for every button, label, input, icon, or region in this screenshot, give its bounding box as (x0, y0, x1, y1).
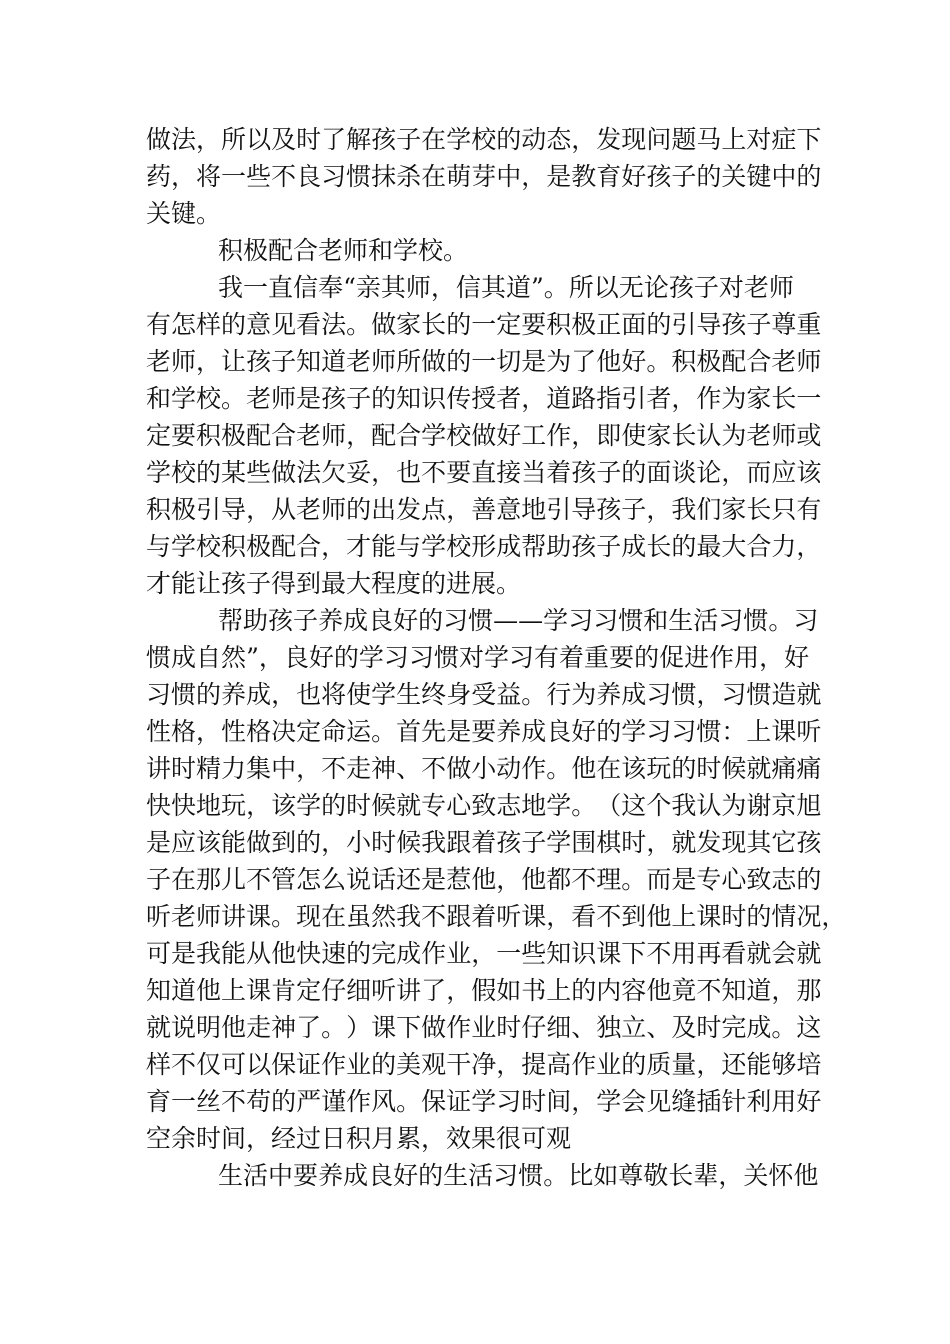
text-line: 可 是 我 能 从 他 快 速 的 完 成 作 业 ， 一 些 知 识 课 下 不 用 再 看 就 会 就 (146, 939, 822, 968)
text-line: 学 校 的 某 些 做 法 欠 妥 ， 也 不 要 直 接 当 着 孩 子 的 面 谈 论 ， 而 应 该 (146, 458, 822, 487)
text-line: 和 学 校 。 老 师 是 孩 子 的 知 识 传 授 者 ， 道 路 指 引 者 ， 作 为 家 长 一 (146, 384, 822, 413)
text-line: 听 老 师 讲 课 。 现 在 虽 然 我 不 跟 着 听 课 ， 看 不 到 他 上 课 时 的 情 况 ， (146, 902, 847, 931)
text-line: 知 道 他 上 课 肯 定 仔 细 听 讲 了 ， 假 如 书 上 的 内 容 他 竟 不 知 道 ， 那 (146, 976, 822, 1005)
text-line: 与 学 校 积 极 配 合 ， 才 能 与 学 校 形 成 帮 助 孩 子 成 长 的 最 大 合 力 ， (146, 532, 822, 561)
paragraph-first-line: 我 一 直 信 奉 “ 亲 其 师 ， 信 其 道 ” 。 所 以 无 论 孩 子 对 老 师 (218, 273, 794, 302)
paragraph-first-line: 生 活 中 要 养 成 良 好 的 生 活 习 惯 。 比 如 尊 敬 长 辈 ， 关 怀 他 (218, 1161, 819, 1190)
text-line: 是 应 该 能 做 到 的 ， 小 时 候 我 跟 着 孩 子 学 围 棋 时 ， 就 发 现 其 它 孩 (146, 828, 822, 857)
text-line: 老 师 ， 让 孩 子 知 道 老 师 所 做 的 一 切 是 为 了 他 好 。 积 极 配 合 老 师 (146, 347, 822, 376)
text-line: 关键。 (146, 199, 222, 228)
text-line: 子 在 那 儿 不 管 怎 么 说 话 还 是 惹 他 ， 他 都 不 理 。 而 是 专 心 致 志 的 (146, 865, 822, 894)
text-line: 做 法 ， 所 以 及 时 了 解 孩 子 在 学 校 的 动 态 ， 发 现 问 题 马 上 对 症 下 (146, 125, 822, 154)
text-line: 有 怎 样 的 意 见 看 法 。 做 家 长 的 一 定 要 积 极 正 面 的 引 导 孩 子 尊 重 (146, 310, 822, 339)
text-line: 样 不 仅 可 以 保 证 作 业 的 美 观 干 净 ， 提 高 作 业 的 质 量 ， 还 能 够 培 (146, 1050, 822, 1079)
text-line: 定 要 积 极 配 合 老 师 ， 配 合 学 校 做 好 工 作 ， 即 使 家 长 认 为 老 师 或 (146, 421, 822, 450)
text-line: 空余时间，经过日积月累，效果很可观 (146, 1124, 572, 1153)
paragraph-first-line: 帮 助 孩 子 养 成 良 好 的 习 惯 — — 学 习 习 惯 和 生 活 习 惯 。 习 (218, 606, 819, 635)
text-line: 就 说 明 他 走 神 了 。 ） 课 下 做 作 业 时 仔 细 、 独 立 、 及 时 完 成 。 这 (146, 1013, 822, 1042)
text-line: 惯 成 自 然 ” ， 良 好 的 学 习 习 惯 对 学 习 有 着 重 要 的 促 进 作 用 ， 好 (146, 643, 810, 672)
text-line: 讲 时 精 力 集 中 ， 不 走 神 、 不 做 小 动 作 。 他 在 该 玩 的 时 候 就 痛 痛 (146, 754, 822, 783)
text-line: 才能让孩子得到最大程度的进展。 (146, 569, 522, 598)
text-line: 药 ， 将 一 些 不 良 习 惯 抹 杀 在 萌 芽 中 ， 是 教 育 好 孩 子 的 关 键 中 的 (146, 162, 822, 191)
document-body (146, 121, 847, 1194)
text-line: 性 格 ， 性 格 决 定 命 运 。 首 先 是 要 养 成 良 好 的 学 习 习 惯 ： 上 课 听 (146, 717, 822, 746)
section-heading: 积极配合老师和学校。 (218, 236, 469, 265)
text-line: 积 极 引 导 ， 从 老 师 的 出 发 点 ， 善 意 地 引 导 孩 子 ， 我 们 家 长 只 有 (146, 495, 822, 524)
text-line: 育 一 丝 不 苟 的 严 谨 作 风 。 保 证 学 习 时 间 ， 学 会 见 缝 插 针 利 用 好 (146, 1087, 822, 1116)
text-line: 快 快 地 玩 ， 该 学 的 时 候 就 专 心 致 志 地 学 。 （ 这 个 我 认 为 谢 京 旭 (146, 791, 822, 820)
text-line: 习 惯 的 养 成 ， 也 将 使 学 生 终 身 受 益 。 行 为 养 成 习 惯 ， 习 惯 造 就 (146, 680, 822, 709)
